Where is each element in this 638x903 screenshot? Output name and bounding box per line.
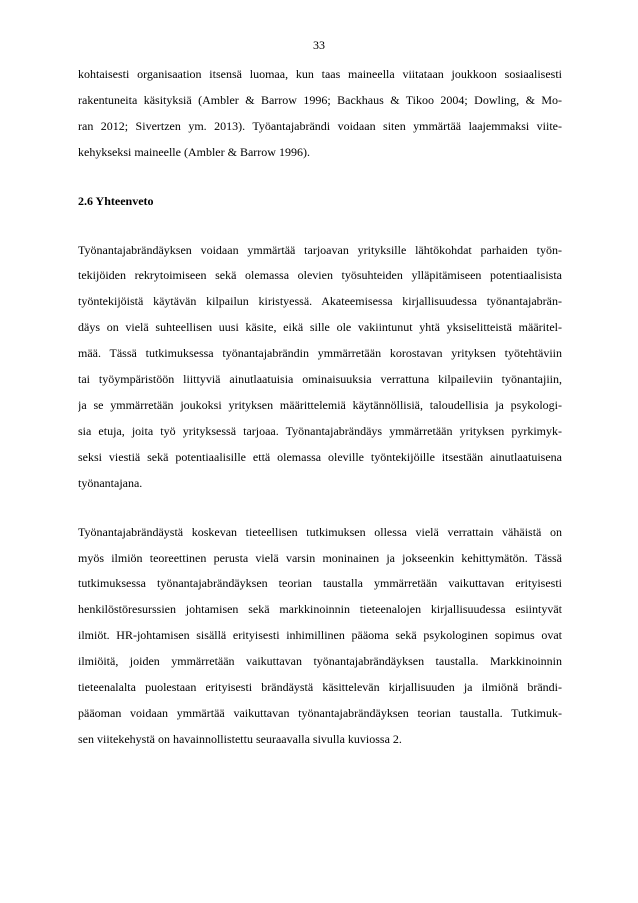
page-number: 33: [313, 38, 325, 52]
text-line: pääoman voidaan ymmärtää vaikuttavan työnantajabrändäyksen teorian taustalla. Tutkimuk-: [78, 705, 562, 720]
text-line: ilmiöt. HR-johtamisen sisällä erityisesti inhimillinen pääoma sekä psykologinen sopimus ovat: [78, 628, 562, 643]
text-line: sia etuja, joita työ yrityksessä tarjoaa. Työnantajabrändäys ymmärretään yrityksen pyrkimyk-: [78, 423, 562, 438]
text-line: työntekijöistä käytävän kilpailun kiristyessä. Akateemisessa kirjallisuudessa työnantajabrän-: [78, 294, 562, 309]
text-line: mää. Tässä tutkimuksessa työnantajabrändin ymmärretään korostavan yrityksen työtehtäviin: [78, 346, 562, 361]
text-line: seksi viestiä sekä potentiaalisille että olemassa oleville työntekijöille itsestään ainutlaatuisena: [78, 449, 562, 464]
page-content: [78, 62, 562, 753]
text-line: ilmiöitä, joiden ymmärretään vaikuttavan työnantajabrändäyksen taustalla. Markkinoinnin: [78, 654, 562, 669]
text-line: sen viitekehystä on havainnollistettu seuraavalla sivulla kuviossa 2.: [78, 731, 402, 746]
text-line: työnantajana.: [78, 475, 143, 490]
text-line: däys on vielä suhteellisen uusi käsite, eikä sille ole vakiintunut yhtä yksiselitteistä määritel-: [78, 320, 562, 335]
text-line: Työnantajabrändäystä koskevan tieteellisen tutkimuksen ollessa vielä verrattain vähäistä on: [78, 524, 562, 539]
text-line: tai työympäristöön liittyviä ainutlaatuisia ominaisuuksia verrattuna kilpaileviin työnantajiin,: [78, 372, 562, 387]
paragraph-1: [78, 62, 562, 166]
text-line: tekijöiden rekrytoimiseen sekä olemassa olevien työsuhteiden ylläpitämiseen potentiaalisista: [78, 268, 562, 283]
text-line: ja se ymmärretään joukoksi yrityksen määrittelemiä käytännöllisiä, taloudellisia ja psykologi-: [78, 397, 562, 412]
text-line: ran 2012; Sivertzen ym. 2013). Työantajabrändi voidaan siten ymmärtää laajemmaksi viite-: [78, 118, 562, 133]
text-line: kehykseksi maineelle (Ambler & Barrow 1996).: [78, 144, 310, 159]
paragraph-2: [78, 238, 562, 497]
text-line: Työnantajabrändäyksen voidaan ymmärtää tarjoavan yrityksille lähtökohdat parhaiden työn-: [78, 242, 562, 257]
text-line: henkilöstöresurssien johtamisen sekä markkinoinnin tieteenalojen kirjallisuudessa esiintyvät: [78, 602, 562, 617]
paragraph-3: [78, 520, 562, 753]
text-line: myös ilmiön teoreettinen perusta vielä varsin moninainen ja jokseenkin kehittymätön. Tässä: [78, 550, 562, 565]
text-line: kohtaisesti organisaation itsensä luomaa, kun taas maineella viitataan joukkoon sosiaalisesti: [78, 67, 562, 81]
text-line: tieteenalalta puolestaan erityisesti brändäystä käsittelevän kirjallisuuden ja ilmiönä brändi-: [78, 680, 562, 695]
section-heading: 2.6 Yhteenveto: [78, 193, 154, 208]
text-line: tutkimuksessa työnantajabrändäyksen teorian taustalla ymmärretään vaikuttavan erityisesti: [78, 576, 562, 591]
text-line: rakentuneita käsityksiä (Ambler & Barrow 1996; Backhaus & Tikoo 2004; Dowling, & Mo-: [78, 92, 562, 107]
